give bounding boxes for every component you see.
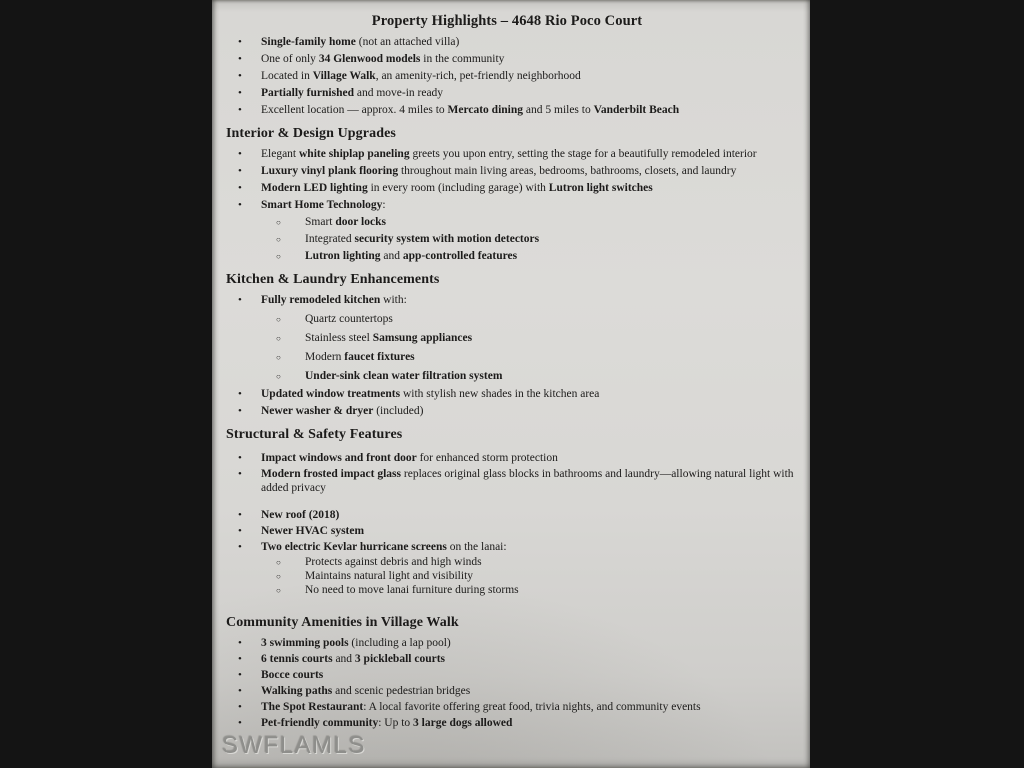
bullet-icon: • (238, 509, 242, 521)
bullet-text: Excellent location — approx. 4 miles to Mercato dining and 5 miles to Vanderbilt Beach (261, 104, 680, 116)
bullet-item (212, 103, 802, 117)
bullet-item (212, 350, 802, 364)
bullet-text: The Spot Restaurant: A local favorite offering great food, trivia nights, and community events (261, 701, 701, 713)
bullet-item (212, 312, 802, 326)
bullet-text: 6 tennis courts and 3 pickleball courts (261, 653, 446, 665)
bullet-text: Updated window treatments with stylish new shades in the kitchen area (261, 388, 600, 400)
bullet-icon: • (238, 525, 242, 537)
bullet-icon: • (238, 87, 242, 99)
circle-bullet-icon: ○ (276, 353, 281, 362)
bullet-item (212, 684, 802, 698)
bullet-icon: • (238, 541, 242, 553)
bullet-text: Stainless steel Samsung appliances (305, 332, 473, 344)
mls-watermark: SWFLAMLS (222, 732, 367, 759)
circle-bullet-icon: ○ (276, 334, 281, 343)
section-heading: Structural & Safety Features (226, 427, 403, 442)
bullet-icon: • (238, 165, 242, 177)
bullet-text: Smart Home Technology: (261, 199, 386, 211)
bullet-icon: • (238, 199, 242, 211)
bullet-item (212, 583, 802, 597)
bullet-item (212, 215, 802, 229)
bullet-text: Luxury vinyl plank flooring throughout main living areas, bedrooms, bathrooms, closets, and laundry (261, 165, 737, 177)
bullet-text: Lutron lighting and app-controlled features (305, 250, 518, 262)
bullet-item (212, 249, 802, 263)
circle-bullet-icon: ○ (276, 315, 281, 324)
bullet-icon: • (238, 717, 242, 729)
bullet-text: New roof (2018) (261, 509, 340, 521)
bullet-item (212, 232, 802, 246)
bullet-icon: • (238, 669, 242, 681)
bullet-text: Partially furnished and move-in ready (261, 87, 444, 99)
bullet-icon: • (238, 148, 242, 160)
bullet-text: Maintains natural light and visibility (305, 570, 474, 582)
bullet-item (212, 181, 802, 195)
bullet-text: 3 swimming pools (including a lap pool) (261, 637, 451, 649)
bullet-text: Walking paths and scenic pedestrian bridges (261, 685, 471, 697)
bullet-item (212, 569, 802, 583)
bullet-text: Bocce courts (261, 669, 324, 681)
bullet-item (212, 555, 802, 569)
bullet-text: Located in Village Walk, an amenity-rich, pet-friendly neighborhood (261, 70, 581, 82)
bullet-text: Newer HVAC system (261, 525, 365, 537)
bullet-item (212, 404, 802, 418)
bullet-item (212, 387, 802, 401)
bullet-item (212, 636, 802, 650)
circle-bullet-icon: ○ (276, 252, 281, 261)
bullet-text: Smart door locks (305, 216, 386, 228)
bullet-item (212, 652, 802, 666)
bullet-item (212, 467, 802, 495)
document-body (212, 35, 802, 730)
document-title: Property Highlights – 4648 Rio Poco Court (371, 13, 643, 29)
bullet-icon: • (238, 468, 242, 480)
bullet-text: Impact windows and front door for enhanced storm protection (261, 452, 558, 464)
bullet-text: Under-sink clean water filtration system (305, 370, 503, 382)
bullet-icon: • (238, 405, 242, 417)
bullet-item (212, 52, 802, 66)
bullet-icon: • (238, 685, 242, 697)
bullet-icon: • (238, 388, 242, 400)
circle-bullet-icon: ○ (276, 572, 281, 581)
bullet-text: Protects against debris and high winds (305, 556, 482, 568)
circle-bullet-icon: ○ (276, 372, 281, 381)
bullet-text: Two electric Kevlar hurricane screens on the lanai: (261, 541, 507, 553)
bullet-text: Modern faucet fixtures (305, 351, 415, 363)
bullet-item (212, 508, 802, 522)
bullet-text: Newer washer & dryer (included) (261, 405, 424, 417)
bullet-icon: • (238, 637, 242, 649)
section-heading: Kitchen & Laundry Enhancements (226, 272, 440, 287)
bullet-icon: • (238, 104, 242, 116)
bullet-item (212, 35, 802, 49)
bullet-item (212, 69, 802, 83)
bullet-text: Pet-friendly community: Up to 3 large dogs allowed (261, 717, 513, 729)
bullet-item (212, 668, 802, 682)
bullet-item (212, 331, 802, 345)
bullet-text: No need to move lanai furniture during storms (305, 584, 519, 596)
document-content (212, 0, 810, 730)
bullet-icon: • (238, 452, 242, 464)
bullet-text: Integrated security system with motion detectors (305, 233, 540, 245)
bullet-text: Single-family home (not an attached villa) (261, 36, 460, 48)
bullet-text: Modern frosted impact glass replaces original glass blocks in bathrooms and laundry—allowing natural light with added privacy (261, 468, 794, 494)
bullet-text: Elegant white shiplap paneling greets you upon entry, setting the stage for a beautifully remodeled interior (261, 148, 757, 160)
bullet-text: Fully remodeled kitchen with: (261, 294, 407, 306)
bullet-item (212, 700, 802, 714)
bullet-text: Quartz countertops (305, 313, 393, 325)
bullet-item (212, 198, 802, 212)
bullet-item (212, 86, 802, 100)
section-heading: Interior & Design Upgrades (226, 126, 396, 141)
circle-bullet-icon: ○ (276, 235, 281, 244)
bullet-item (212, 147, 802, 161)
bullet-item (212, 524, 802, 538)
section-heading: Community Amenities in Village Walk (226, 615, 459, 630)
bullet-icon: • (238, 53, 242, 65)
circle-bullet-icon: ○ (276, 558, 281, 567)
bullet-text: One of only 34 Glenwood models in the community (261, 53, 505, 65)
bullet-icon: • (238, 70, 242, 82)
bullet-item (212, 540, 802, 554)
circle-bullet-icon: ○ (276, 218, 281, 227)
bullet-text: Modern LED lighting in every room (including garage) with Lutron light switches (261, 182, 653, 194)
bullet-icon: • (238, 653, 242, 665)
bullet-item (212, 451, 802, 465)
bullet-item (212, 716, 802, 730)
bullet-item (212, 369, 802, 383)
document-page (212, 0, 810, 768)
bullet-icon: • (238, 182, 242, 194)
bullet-item (212, 164, 802, 178)
bullet-icon: • (238, 701, 242, 713)
bullet-icon: • (238, 36, 242, 48)
circle-bullet-icon: ○ (276, 586, 281, 595)
bullet-icon: • (238, 294, 242, 306)
bullet-item (212, 293, 802, 307)
